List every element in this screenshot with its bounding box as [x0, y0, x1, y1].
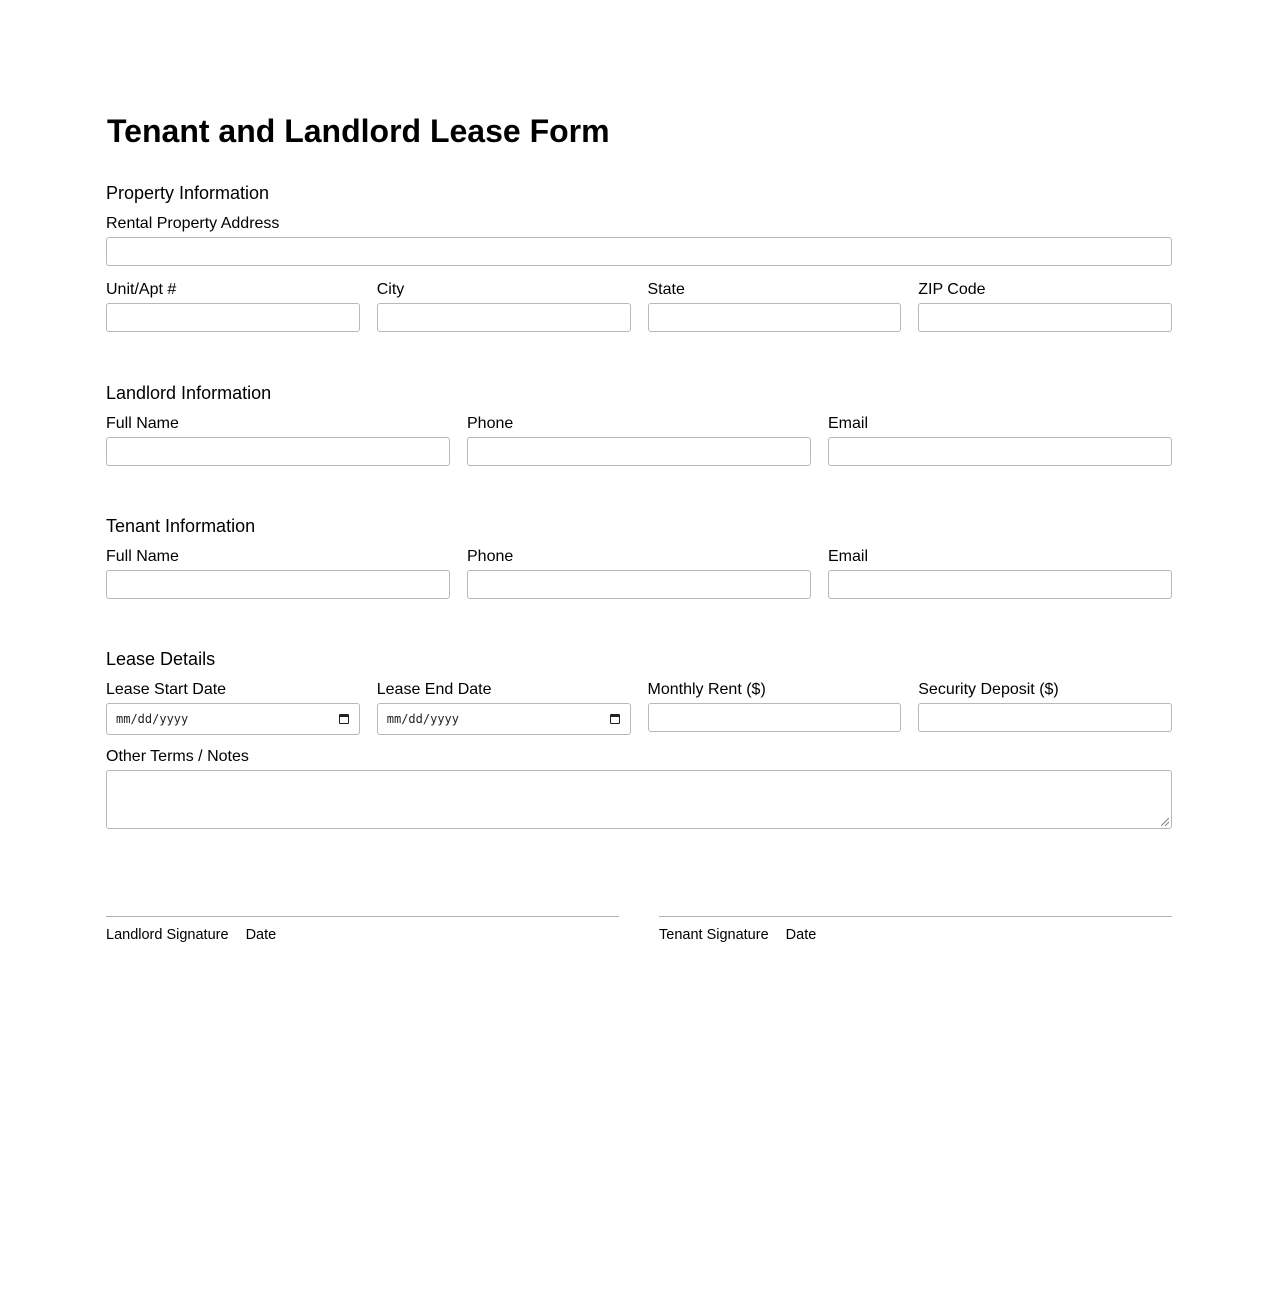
tenant-signature-label: Tenant Signature [659, 927, 769, 943]
landlord-signature-label: Landlord Signature [106, 927, 229, 943]
tenant-section [106, 515, 1172, 599]
landlord-phone-label: Phone [467, 415, 514, 432]
section-title-lease: Lease Details [106, 649, 216, 669]
landlord-email-input[interactable] [828, 437, 1172, 466]
address-input[interactable] [106, 237, 1172, 266]
resize-handle-icon[interactable] [1161, 818, 1169, 826]
lease-section [106, 648, 1172, 829]
tenant-phone-label: Phone [467, 548, 514, 565]
property-section [106, 182, 1172, 332]
tenant-signature-block [659, 916, 1172, 944]
calendar-icon[interactable] [339, 714, 349, 724]
landlord-name-input[interactable] [106, 437, 450, 466]
lease-end-placeholder: mm/dd/yyyy [386, 712, 459, 726]
security-deposit-label: Security Deposit ($) [918, 681, 1059, 698]
calendar-icon[interactable] [610, 714, 620, 724]
landlord-email-label: Email [828, 415, 869, 432]
monthly-rent-label: Monthly Rent ($) [647, 681, 766, 698]
landlord-section [106, 382, 1172, 466]
tenant-date-label: Date [785, 927, 817, 943]
city-input[interactable] [377, 303, 631, 332]
unit-input[interactable] [106, 303, 360, 332]
zip-label: ZIP Code [918, 281, 986, 298]
unit-label: Unit/Apt # [106, 281, 177, 298]
tenant-name-input[interactable] [106, 570, 450, 599]
city-label: City [376, 281, 405, 298]
section-title-tenant: Tenant Information [106, 516, 256, 536]
lease-start-date-input[interactable] [106, 703, 360, 735]
security-deposit-input[interactable] [918, 703, 1172, 732]
notes-label: Other Terms / Notes [106, 748, 249, 765]
landlord-phone-input[interactable] [467, 437, 811, 466]
landlord-date-label: Date [245, 927, 277, 943]
section-title-property: Property Information [106, 183, 270, 203]
notes-textarea[interactable] [106, 770, 1172, 829]
lease-start-label: Lease Start Date [106, 681, 227, 698]
address-label: Rental Property Address [106, 215, 280, 232]
lease-start-placeholder: mm/dd/yyyy [116, 712, 189, 726]
state-label: State [647, 281, 685, 298]
page-title: Tenant and Landlord Lease Form [107, 113, 610, 149]
tenant-email-input[interactable] [828, 570, 1172, 599]
tenant-name-label: Full Name [106, 548, 179, 565]
lease-end-label: Lease End Date [376, 681, 492, 698]
tenant-email-label: Email [828, 548, 869, 565]
zip-input[interactable] [918, 303, 1172, 332]
signature-row [106, 916, 1172, 944]
monthly-rent-input[interactable] [648, 703, 902, 732]
section-title-landlord: Landlord Information [106, 383, 272, 403]
state-input[interactable] [648, 303, 902, 332]
landlord-name-label: Full Name [106, 415, 179, 432]
landlord-signature-block [106, 916, 619, 944]
lease-end-date-input[interactable] [377, 703, 631, 735]
tenant-phone-input[interactable] [467, 570, 811, 599]
